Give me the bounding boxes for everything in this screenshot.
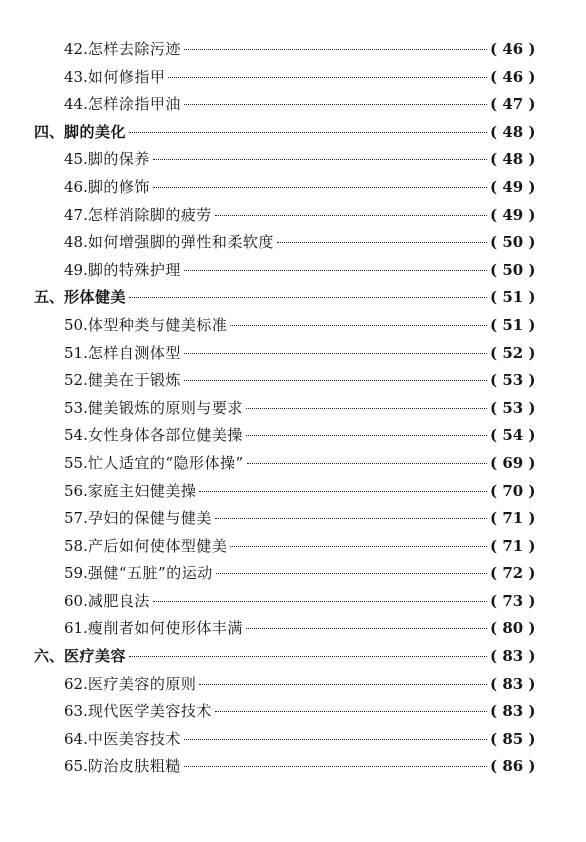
toc-entry [34,726,534,754]
entry-title: 健美锻炼的原则与要求 [87,398,243,417]
toc-entry [34,64,534,92]
toc-entry [34,588,534,616]
section-number: 六、 [34,647,65,666]
entry-title: 如何增强脚的弹性和柔软度 [87,233,274,252]
section-title: 形体健美 [64,288,127,307]
toc-section-heading [34,119,534,147]
page-number: ( 46 ) [490,67,536,86]
entry-number: 45. [64,150,88,169]
dot-leader [215,711,487,712]
dot-leader [129,297,487,298]
toc-entry [34,202,534,230]
entry-number: 56. [64,481,88,500]
entry-number: 47. [64,205,88,224]
entry-number: 62. [64,674,88,693]
page-number: ( 49 ) [490,205,536,224]
section-number: 五、 [34,288,65,307]
entry-title: 减肥良法 [87,591,150,610]
toc-entry [34,36,534,64]
entry-title: 怎样消除脚的疲劳 [87,205,212,224]
toc-entry [34,478,534,506]
entry-title: 医疗美容的原则 [87,674,197,693]
entry-title: 女性身体各部位健美操 [87,426,243,445]
dot-leader [246,408,487,409]
entry-title: 防治皮肤粗糙 [87,757,181,776]
toc-entry [34,422,534,450]
entry-title: 中医美容技术 [87,729,181,748]
dot-leader [184,49,487,50]
entry-number: 49. [64,260,88,279]
dot-leader [215,518,487,519]
dot-leader [246,628,487,629]
dot-leader [184,104,487,105]
entry-number: 65. [64,757,88,776]
entry-title: 怎样涂指甲油 [87,95,181,114]
entry-number: 61. [64,619,88,638]
entry-number: 60. [64,591,88,610]
toc-entry [34,257,534,285]
page-number: ( 50 ) [490,233,536,252]
page-number: ( 83 ) [490,647,536,666]
entry-title: 健美在于锻炼 [87,371,181,390]
page-number: ( 71 ) [490,509,536,528]
toc-entry [34,671,534,699]
page-number: ( 53 ) [490,371,536,390]
page-number: ( 71 ) [490,536,536,555]
entry-number: 55. [64,453,88,472]
dot-leader [230,325,487,326]
entry-title: 产后如何使体型健美 [87,536,228,555]
section-number: 四、 [34,122,65,141]
dot-leader [199,491,487,492]
page-number: ( 52 ) [490,343,536,362]
entry-number: 52. [64,371,88,390]
dot-leader [129,656,487,657]
toc-entry [34,340,534,368]
entry-number: 50. [64,315,88,334]
toc-entry [34,533,534,561]
entry-title: 如何修指甲 [87,67,166,86]
entry-title: 孕妇的保健与健美 [87,509,212,528]
page-number: ( 46 ) [490,40,536,58]
dot-leader [247,463,487,464]
page-number: ( 72 ) [490,564,536,583]
dot-leader [216,573,487,574]
toc-entry [34,450,534,478]
page-number: ( 69 ) [490,453,536,472]
entry-number: 64. [64,729,88,748]
entry-title: 瘦削者如何使形体丰满 [87,619,243,638]
dot-leader [184,353,487,354]
dot-leader [246,435,487,436]
entry-number: 57. [64,509,88,528]
entry-number: 59. [64,564,88,583]
entry-number: 54. [64,426,88,445]
toc-entry [34,395,534,423]
page-number: ( 48 ) [490,122,536,141]
entry-title: 现代医学美容技术 [87,702,212,721]
page-number: ( 83 ) [490,674,536,693]
dot-leader [215,215,487,216]
entry-title: 脚的特殊护理 [87,260,181,279]
entry-number: 46. [64,177,88,196]
entry-title: 脚的保养 [87,150,150,169]
entry-number: 63. [64,702,88,721]
page-number: ( 48 ) [490,150,536,169]
toc-entry [34,698,534,726]
toc-entry [34,615,534,643]
page-number: ( 73 ) [490,591,536,610]
entry-number: 43. [64,67,88,86]
toc-entry [34,146,534,174]
entry-title: 怎样自测体型 [87,343,181,362]
dot-leader [199,684,487,685]
section-title: 医疗美容 [64,647,127,666]
entry-number: 48. [64,233,88,252]
dot-leader [153,159,487,160]
page-number: ( 85 ) [490,729,536,748]
section-title: 脚的美化 [64,122,127,141]
dot-leader [184,766,487,767]
entry-title: 强健“五脏”的运动 [87,564,213,583]
entry-title: 怎样去除污迹 [87,40,181,58]
entry-number: 51. [64,343,88,362]
entry-number: 58. [64,536,88,555]
page-number: ( 54 ) [490,426,536,445]
entry-title: 忙人适宜的“隐形体操” [87,453,244,472]
dot-leader [184,270,487,271]
page-number: ( 49 ) [490,177,536,196]
page-number: ( 47 ) [490,95,536,114]
toc-entry [34,312,534,340]
dot-leader [168,77,487,78]
toc-entry [34,505,534,533]
page-number: ( 70 ) [490,481,536,500]
dot-leader [184,380,487,381]
dot-leader [184,739,487,740]
page-number: ( 83 ) [490,702,536,721]
entry-number: 44. [64,95,88,114]
dot-leader [230,546,487,547]
toc-section-heading [34,643,534,671]
page-number: ( 51 ) [490,315,536,334]
page-number: ( 86 ) [490,757,536,776]
entry-title: 体型种类与健美标准 [87,315,228,334]
page-number: ( 51 ) [490,288,536,307]
dot-leader [153,601,487,602]
toc-section-heading [34,284,534,312]
page-number: ( 53 ) [490,398,536,417]
toc-entry [34,91,534,119]
toc-entry [34,229,534,257]
table-of-contents [34,36,534,781]
page-number: ( 50 ) [490,260,536,279]
toc-entry [34,560,534,588]
dot-leader [129,132,487,133]
dot-leader [277,242,487,243]
toc-entry [34,367,534,395]
dot-leader [153,187,487,188]
toc-entry [34,753,534,781]
entry-title: 家庭主妇健美操 [87,481,197,500]
entry-number: 42. [64,40,88,58]
entry-title: 脚的修饰 [87,177,150,196]
entry-number: 53. [64,398,88,417]
page-number: ( 80 ) [490,619,536,638]
toc-entry [34,174,534,202]
